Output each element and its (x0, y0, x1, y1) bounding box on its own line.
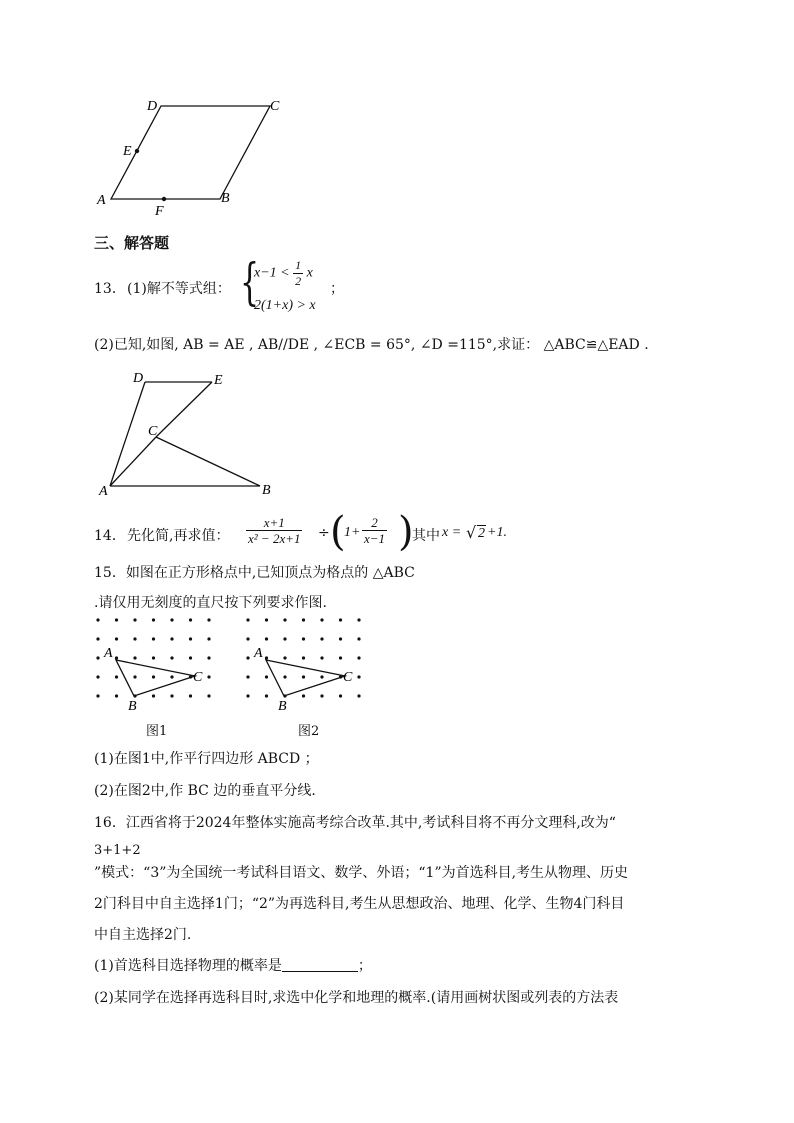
grid-dot (302, 637, 305, 640)
q14-sqrt-value: 2 (478, 526, 485, 541)
grid-dot (152, 694, 155, 697)
q14-paren-close: ) (398, 509, 414, 555)
q15-part2: (2)在图2中,作 BC 边的垂直平分线. (94, 783, 316, 799)
grid-dot (152, 675, 155, 678)
q16-line5: 中自主选择2门. (94, 927, 192, 943)
q14-x-eq: x = (442, 525, 462, 540)
grid1-label-A: A (104, 646, 113, 661)
q16-line1: 16．江西省将于2024年整体实施高考综合改革.其中,考试科目将不再分文理科,改为“ (94, 815, 616, 831)
label-A: A (97, 193, 106, 208)
q13-semicolon: ； (330, 281, 344, 297)
grid-dot (96, 675, 99, 678)
grid2-label-B: B (278, 699, 287, 712)
grid-dot (357, 675, 360, 678)
grid-dot (265, 656, 268, 659)
label-B: B (221, 191, 230, 206)
grid-dot (189, 656, 192, 659)
grid-dot (170, 618, 173, 621)
grid-dot (283, 675, 286, 678)
grid-dot (133, 675, 136, 678)
sqrt-icon: √ (466, 523, 477, 542)
grid-dot (96, 637, 99, 640)
grid-dot (133, 656, 136, 659)
grid-dot (265, 637, 268, 640)
grid-dot (265, 694, 268, 697)
q16-line4: 2门科目中自主选择1门；“2”为再选科目,考生从思想政治、地理、化学、生物4门科目 (94, 896, 625, 912)
q14-plus-one: +1. (487, 525, 507, 540)
grid-dot (170, 675, 173, 678)
grid-dot (170, 694, 173, 697)
grid-dot (133, 637, 136, 640)
grid-dot (115, 656, 118, 659)
grid-dot (302, 694, 305, 697)
q14-fraction-2: $\frac{2}{x-1}$ (364, 515, 386, 546)
grid-dot (357, 618, 360, 621)
grid-dot (339, 656, 342, 659)
label-D: D (133, 371, 144, 386)
label-E: E (123, 144, 132, 159)
grid-dot (115, 618, 118, 621)
answer-blank (282, 957, 358, 972)
grid-dot (207, 637, 210, 640)
q16-line3: ”模式：“3”为全国统一考试科目语文、数学、外语；“1”为首选科目,考生从物理、历史 (94, 865, 629, 881)
grid-dot (265, 618, 268, 621)
inequality-1: x−1 < $\frac{1}{2}$ x (254, 258, 313, 288)
label-E: E (214, 373, 223, 388)
grid-dot (115, 694, 118, 697)
grid-dot (207, 694, 210, 697)
grid2-label-A: A (254, 646, 263, 661)
grid-dot (96, 618, 99, 621)
grid-dot (133, 618, 136, 621)
grid-dot (320, 694, 323, 697)
grid-dot (246, 694, 249, 697)
grid-dot (115, 637, 118, 640)
label-C: C (270, 99, 280, 114)
q14-prefix: 先化简,再求值： (127, 528, 230, 544)
q14-fraction-1: $\frac{x+1}{\text{x² − 2x+1}}$ (248, 515, 301, 546)
grid-dot (302, 618, 305, 621)
label-B: B (262, 483, 271, 498)
q13-part2: (2)已知,如图, AB = AE , AB//DE , ∠ECB = 65°, ∠D =115°,求证： △ABC≌△EAD . (94, 337, 649, 353)
q15-line1: 15．如图在正方形格点中,已知顶点为格点的 △ABC (94, 565, 415, 581)
grid-dot (207, 656, 210, 659)
parallelogram-figure (90, 90, 300, 220)
grid1-label-C: C (193, 670, 203, 685)
grid-dot (96, 656, 99, 659)
q13-number: 13． (94, 281, 126, 297)
grid-dot (283, 637, 286, 640)
grid-dot (246, 675, 249, 678)
grid-dot (207, 675, 210, 678)
grid2-label-C: C (343, 670, 353, 685)
q16-part1: (1)首选科目选择物理的概率是 ； (94, 958, 372, 974)
grid-dot (96, 694, 99, 697)
brace: { (240, 253, 260, 311)
grid-dot (152, 656, 155, 659)
grid-dot (246, 618, 249, 621)
grid-dot (357, 656, 360, 659)
fig1-caption: 图1 (146, 724, 168, 739)
grid-dot (339, 694, 342, 697)
triangles-figure (95, 365, 285, 500)
grid-dot (189, 618, 192, 621)
grid-dot (302, 675, 305, 678)
grid-dot (265, 675, 268, 678)
label-C: C (148, 424, 158, 439)
grid-dot (320, 618, 323, 621)
grid-dot (339, 618, 342, 621)
label-D: D (147, 99, 158, 114)
grid-dot (320, 637, 323, 640)
section-title: 三、解答题 (94, 234, 170, 252)
grid-figure-2 (240, 612, 370, 712)
grid-dot (189, 637, 192, 640)
grid-dot (283, 618, 286, 621)
grid-dot (320, 656, 323, 659)
label-A: A (99, 484, 108, 499)
grid-dot (170, 637, 173, 640)
label-F: F (155, 204, 164, 219)
q14-number: 14． (94, 528, 126, 544)
grid-dot (339, 637, 342, 640)
q15-line2: .请仅用无刻度的直尺按下列要求作图. (94, 595, 327, 611)
grid-dot (246, 656, 249, 659)
grid-dot (152, 637, 155, 640)
grid-dot (115, 675, 118, 678)
q15-part1: (1)在图1中,作平行四边形 ABCD ； (94, 751, 319, 767)
grid-dot (246, 637, 249, 640)
fig2-caption: 图2 (298, 724, 320, 739)
q14-paren-open: ( (330, 509, 346, 555)
q13-part1-prefix: (1)解不等式组： (127, 281, 231, 297)
grid-dot (302, 656, 305, 659)
grid-figure-1 (90, 612, 220, 712)
q14-suffix-prefix: 其中 (412, 528, 440, 544)
grid1-label-B: B (128, 699, 137, 712)
q16-part2: (2)某同学在选择再选科目时,求选中化学和地理的概率.(请用画树状图或列表的方法表 (94, 990, 619, 1006)
grid-dot (189, 694, 192, 697)
grid-dot (207, 618, 210, 621)
grid-dot (170, 656, 173, 659)
q16-line2: 3+1+2 (94, 843, 141, 858)
q14-divide: ÷ (318, 525, 330, 541)
grid-dot (283, 656, 286, 659)
grid-dot (357, 694, 360, 697)
grid-dot (320, 675, 323, 678)
grid-dot (152, 618, 155, 621)
q14-one-plus: 1+ (344, 525, 361, 540)
grid-dot (357, 637, 360, 640)
inequality-2: 2(1+x) > x (254, 298, 316, 313)
